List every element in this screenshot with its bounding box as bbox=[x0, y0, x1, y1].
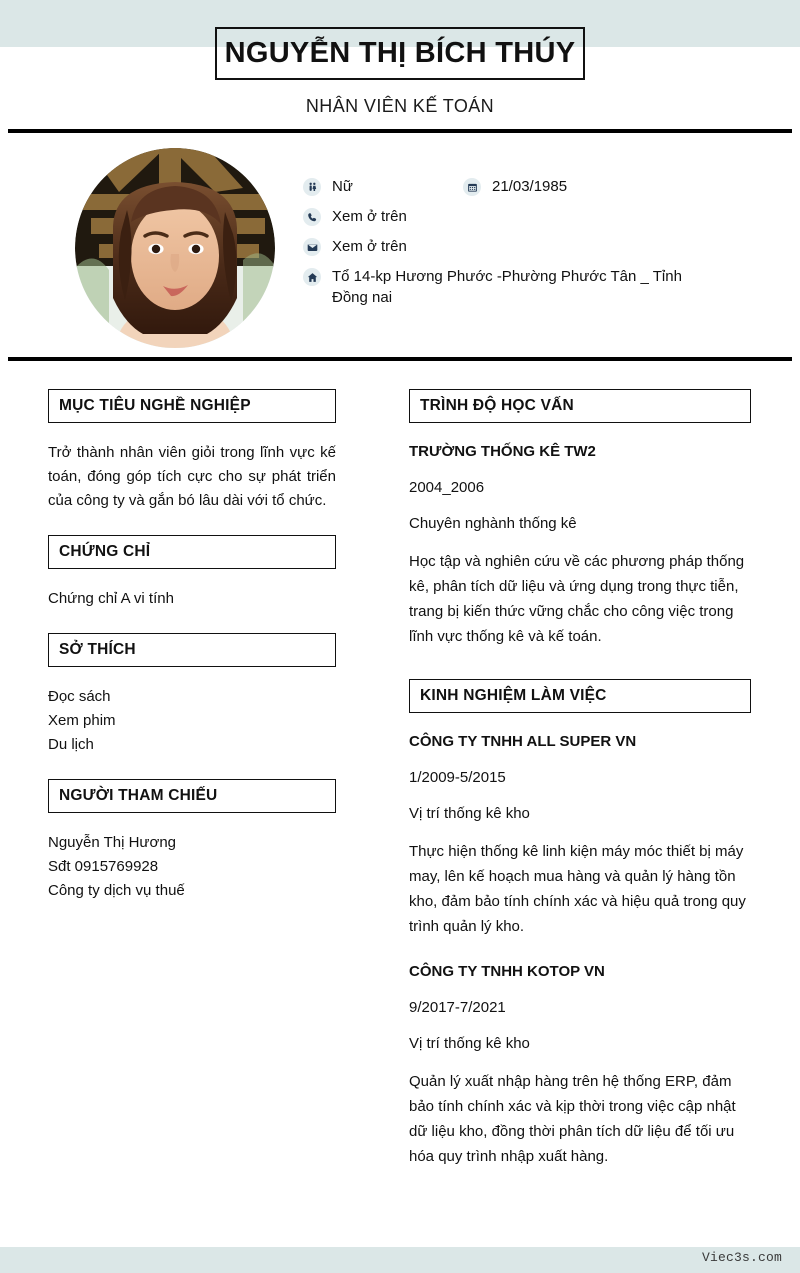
section-hobbies-heading-box bbox=[48, 633, 336, 667]
contact-address-value: Tổ 14-kp Hương Phước -Phường Phước Tân _ Tỉnh Đồng nai bbox=[332, 268, 682, 306]
home-icon bbox=[303, 268, 321, 286]
avatar bbox=[75, 148, 275, 348]
calendar-icon bbox=[463, 178, 481, 196]
contact-block bbox=[303, 176, 783, 317]
contact-gender-value: Nữ bbox=[332, 178, 353, 195]
education-description: Học tập và nghiên cứu về các phương pháp thống kê, phân tích dữ liệu và ứng dụng trong thực tiễn, trang bị kiến thức vững chắc cho công việc trong lĩnh vực thống kê và kế toán. bbox=[409, 553, 745, 646]
list-item: Xem phim bbox=[48, 712, 116, 730]
experience-period: 1/2009-5/2015 bbox=[409, 769, 506, 787]
education-entry bbox=[409, 441, 751, 649]
education-org: TRƯỜNG THỐNG KÊ TW2 bbox=[409, 443, 596, 461]
list-item: Sđt 0915769928 bbox=[48, 858, 159, 876]
contact-row-email bbox=[303, 236, 783, 257]
contact-birthdate bbox=[463, 176, 567, 197]
contact-phone bbox=[303, 206, 407, 227]
contact-row-address bbox=[303, 266, 783, 308]
experience-description: Quản lý xuất nhập hàng trên hệ thống ERP, đảm bảo tính chính xác và kịp thời trong việc cập nhật dữ liệu kho, đồng thời phân tích dữ liệu để tối ưu hóa quy trình nhập xuất hàng. bbox=[409, 1073, 736, 1166]
contact-row-gender-birthdate bbox=[303, 176, 783, 197]
contact-address bbox=[303, 266, 702, 308]
certificates-list bbox=[48, 587, 336, 611]
section-references-heading-box bbox=[48, 779, 336, 813]
envelope-icon bbox=[303, 238, 321, 256]
site-watermark: Viec3s.com bbox=[701, 1250, 782, 1265]
right-column bbox=[409, 389, 751, 1191]
list-item: Du lịch bbox=[48, 736, 94, 754]
references-list bbox=[48, 831, 336, 903]
education-period: 2004_2006 bbox=[409, 479, 485, 497]
experience-role: Vị trí thống kê kho bbox=[409, 805, 530, 823]
contact-email bbox=[303, 236, 407, 257]
contact-phone-value: Xem ở trên bbox=[332, 208, 407, 225]
candidate-name-box bbox=[215, 27, 585, 80]
candidate-name: NGUYỄN THỊ BÍCH THÚY bbox=[224, 37, 576, 69]
list-item: Chứng chỉ A vi tính bbox=[48, 590, 174, 608]
section-gap bbox=[409, 671, 751, 679]
section-certificates-heading-box bbox=[48, 535, 336, 569]
experience-role: Vị trí thống kê kho bbox=[409, 1035, 530, 1053]
list-item: Đọc sách bbox=[48, 688, 111, 706]
education-major: Chuyên nghành thống kê bbox=[409, 515, 577, 533]
hobbies-list bbox=[48, 685, 336, 757]
section-hobbies-heading: SỞ THÍCH bbox=[59, 641, 136, 659]
section-experience-heading-box bbox=[409, 679, 751, 713]
experience-period: 9/2017-7/2021 bbox=[409, 999, 506, 1017]
contact-row-phone bbox=[303, 206, 783, 227]
gender-icon bbox=[303, 178, 321, 196]
left-column bbox=[48, 389, 336, 925]
section-objective-heading-box bbox=[48, 389, 336, 423]
contact-email-value: Xem ở trên bbox=[332, 238, 407, 255]
section-experience-heading: KINH NGHIỆM LÀM VIỆC bbox=[420, 687, 607, 705]
contact-gender bbox=[303, 176, 463, 197]
experience-org: CÔNG TY TNHH KOTOP VN bbox=[409, 963, 605, 981]
experience-entry bbox=[409, 961, 751, 1169]
footer-band bbox=[0, 1247, 800, 1273]
candidate-job-title: NHÂN VIÊN KẾ TOÁN bbox=[305, 96, 495, 116]
experience-org: CÔNG TY TNHH ALL SUPER VN bbox=[409, 733, 637, 751]
objective-body: Trở thành nhân viên giỏi trong lĩnh vực kế toán, đóng góp tích cực cho sự phát triển của công ty và gắn bó lâu dài với tổ chức. bbox=[48, 444, 336, 510]
contact-birthdate-value: 21/03/1985 bbox=[492, 178, 568, 195]
phone-icon bbox=[303, 208, 321, 226]
divider-middle bbox=[8, 357, 792, 361]
experience-description: Thực hiện thống kê linh kiện máy móc thiết bị máy may, lên kế hoạch mua hàng và quản lý hàng tồn kho, đảm bảo tính chính xác và hiệu quả trong quy trình quản lý kho. bbox=[409, 843, 746, 936]
section-education-heading-box bbox=[409, 389, 751, 423]
list-item: Nguyễn Thị Hương bbox=[48, 834, 176, 852]
section-education-heading: TRÌNH ĐỘ HỌC VẤN bbox=[420, 397, 574, 414]
section-references-heading: NGƯỜI THAM CHIẾU bbox=[59, 787, 218, 805]
section-objective-heading: MỤC TIÊU NGHỀ NGHIỆP bbox=[59, 397, 251, 414]
section-certificates-heading: CHỨNG CHỈ bbox=[59, 543, 151, 561]
list-item: Công ty dịch vụ thuế bbox=[48, 882, 185, 900]
divider-top bbox=[8, 129, 792, 133]
experience-entry bbox=[409, 731, 751, 939]
